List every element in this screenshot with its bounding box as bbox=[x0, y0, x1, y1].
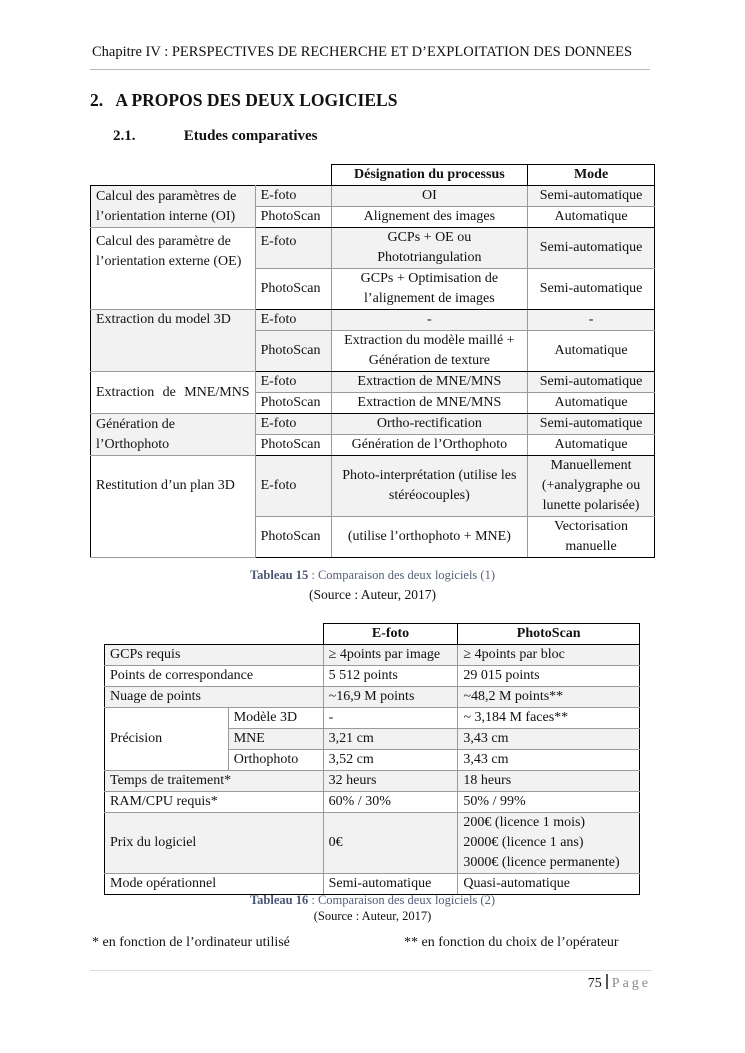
category-cell: Génération de l’Orthophoto bbox=[91, 414, 256, 456]
footnote-double-asterisk: ** en fonction du choix de l’opérateur bbox=[404, 935, 619, 950]
section-number: 2. bbox=[90, 90, 104, 110]
caption-text: : Comparaison des deux logiciels (2) bbox=[308, 893, 496, 907]
table-row bbox=[105, 792, 640, 813]
category-cell: Calcul des paramètres de l’orientation interne (OI) bbox=[91, 186, 256, 228]
table-row bbox=[91, 372, 655, 393]
category-cell: Extraction du model 3D bbox=[91, 310, 256, 372]
process-cell: Extraction du modèle maillé + Génération de texture bbox=[331, 331, 528, 372]
process-cell: GCPs + OE ou Phototriangulation bbox=[331, 228, 528, 269]
software-cell: PhotoScan bbox=[255, 517, 331, 558]
efoto-value: ≥ 4points par image bbox=[323, 645, 458, 666]
photoscan-value: 3,43 cm bbox=[458, 729, 640, 750]
table-row bbox=[105, 708, 640, 729]
category-cell: Restitution d’un plan 3D bbox=[91, 456, 256, 558]
software-cell: PhotoScan bbox=[255, 331, 331, 372]
caption-label: Tableau 15 bbox=[249, 568, 309, 582]
software-cell: E-foto bbox=[255, 186, 331, 207]
mode-cell: - bbox=[528, 310, 655, 331]
efoto-value: Semi-automatique bbox=[323, 874, 458, 895]
table-caption bbox=[0, 568, 745, 583]
mode-cell: Semi-automatique bbox=[528, 269, 655, 310]
process-cell: (utilise l’orthophoto + MNE) bbox=[331, 517, 528, 558]
table-source: (Source : Auteur, 2017) bbox=[313, 909, 432, 923]
page-label: Page bbox=[611, 976, 651, 991]
subsection-title: Etudes comparatives bbox=[183, 128, 318, 144]
table-row bbox=[105, 645, 640, 666]
category-cell: Extraction de MNE/MNS bbox=[91, 372, 256, 414]
row-label: Temps de traitement* bbox=[105, 771, 324, 792]
table-header-row bbox=[105, 624, 640, 645]
row-label: Nuage de points bbox=[105, 687, 324, 708]
sub-label: Orthophoto bbox=[228, 750, 323, 771]
efoto-value: 3,52 cm bbox=[323, 750, 458, 771]
process-cell: Ortho-rectification bbox=[331, 414, 528, 435]
table-caption bbox=[0, 893, 745, 908]
footer-divider bbox=[90, 970, 652, 971]
table-row bbox=[91, 414, 655, 435]
software-cell: E-foto bbox=[255, 456, 331, 517]
price-line: 2000€ (licence 1 ans) bbox=[463, 835, 584, 850]
photoscan-value: 50% / 99% bbox=[458, 792, 640, 813]
efoto-value: 3,21 cm bbox=[323, 729, 458, 750]
photoscan-value: 29 015 points bbox=[458, 666, 640, 687]
table-row bbox=[91, 310, 655, 331]
table-source: (Source : Auteur, 2017) bbox=[309, 587, 436, 602]
process-cell: - bbox=[331, 310, 528, 331]
column-header: E-foto bbox=[323, 624, 458, 645]
footnote-single-asterisk: * en fonction de l’ordinateur utilisé bbox=[92, 935, 290, 950]
table-row bbox=[105, 687, 640, 708]
table-row bbox=[105, 666, 640, 687]
separator-bar bbox=[606, 974, 608, 989]
mode-cell: Semi-automatique bbox=[528, 228, 655, 269]
process-cell: Génération de l’Orthophoto bbox=[331, 435, 528, 456]
sub-label: Modèle 3D bbox=[228, 708, 323, 729]
column-header: PhotoScan bbox=[458, 624, 640, 645]
photoscan-value: ~48,2 M points** bbox=[458, 687, 640, 708]
running-header: Chapitre IV : PERSPECTIVES DE RECHERCHE ET D’EXPLOITATION DES DONNEES bbox=[92, 44, 633, 60]
table-row bbox=[105, 874, 640, 895]
page-number: 75 bbox=[587, 976, 602, 991]
process-cell: Extraction de MNE/MNS bbox=[331, 372, 528, 393]
process-cell: Photo-interprétation (utilise les stéréocouples) bbox=[331, 456, 528, 517]
mode-cell: Automatique bbox=[528, 207, 655, 228]
photoscan-value: Quasi-automatique bbox=[458, 874, 640, 895]
row-label: Précision bbox=[105, 708, 229, 771]
efoto-value: - bbox=[323, 708, 458, 729]
sub-label: MNE bbox=[228, 729, 323, 750]
table-row bbox=[105, 813, 640, 874]
mode-cell: Automatique bbox=[528, 435, 655, 456]
comparison-table-2 bbox=[104, 623, 640, 895]
software-cell: E-foto bbox=[255, 228, 331, 269]
mode-cell: Semi-automatique bbox=[528, 186, 655, 207]
price-line: 3000€ (licence permanente) bbox=[463, 855, 620, 870]
row-label: Mode opérationnel bbox=[105, 874, 324, 895]
software-cell: PhotoScan bbox=[255, 393, 331, 414]
photoscan-value: ≥ 4points par bloc bbox=[458, 645, 640, 666]
software-cell: PhotoScan bbox=[255, 269, 331, 310]
row-label: Points de correspondance bbox=[105, 666, 324, 687]
mode-cell: Semi-automatique bbox=[528, 372, 655, 393]
category-cell: Calcul des paramètre de l’orientation externe (OE) bbox=[91, 228, 256, 310]
section-title: A PROPOS DES DEUX LOGICIELS bbox=[115, 90, 398, 110]
price-line: 200€ (licence 1 mois) bbox=[463, 815, 586, 830]
process-cell: Alignement des images bbox=[331, 207, 528, 228]
column-header: Mode bbox=[528, 165, 655, 186]
process-cell: Extraction de MNE/MNS bbox=[331, 393, 528, 414]
mode-cell: Automatique bbox=[528, 393, 655, 414]
efoto-value: ~16,9 M points bbox=[323, 687, 458, 708]
table-header-row bbox=[91, 165, 655, 186]
photoscan-value: 3,43 cm bbox=[458, 750, 640, 771]
software-cell: E-foto bbox=[255, 372, 331, 393]
section-heading bbox=[90, 90, 397, 111]
software-cell: E-foto bbox=[255, 310, 331, 331]
efoto-value: 0€ bbox=[323, 813, 458, 874]
software-cell: E-foto bbox=[255, 414, 331, 435]
photoscan-value: 18 heurs bbox=[458, 771, 640, 792]
mode-cell: Manuellement (+analygraphe ou lunette polarisée) bbox=[528, 456, 655, 517]
photoscan-value: ~ 3,184 M faces** bbox=[458, 708, 640, 729]
comparison-table-1 bbox=[90, 164, 655, 558]
mode-cell: Semi-automatique bbox=[528, 414, 655, 435]
table-row bbox=[91, 186, 655, 207]
row-label: GCPs requis bbox=[105, 645, 324, 666]
header-divider bbox=[90, 69, 650, 70]
page-footer bbox=[588, 974, 651, 992]
mode-cell: Vectorisation manuelle bbox=[528, 517, 655, 558]
efoto-value: 60% / 30% bbox=[323, 792, 458, 813]
table-row bbox=[91, 228, 655, 269]
subsection-heading bbox=[113, 128, 318, 145]
efoto-value: 32 heurs bbox=[323, 771, 458, 792]
software-cell: PhotoScan bbox=[255, 207, 331, 228]
caption-label: Tableau 16 bbox=[249, 893, 309, 907]
caption-text: : Comparaison des deux logiciels (1) bbox=[308, 568, 496, 582]
process-cell: GCPs + Optimisation de l’alignement de images bbox=[331, 269, 528, 310]
table-row bbox=[91, 456, 655, 517]
table-row bbox=[105, 771, 640, 792]
row-label: Prix du logiciel bbox=[105, 813, 324, 874]
software-cell: PhotoScan bbox=[255, 435, 331, 456]
photoscan-value bbox=[458, 813, 640, 874]
row-label: RAM/CPU requis* bbox=[105, 792, 324, 813]
mode-cell: Automatique bbox=[528, 331, 655, 372]
efoto-value: 5 512 points bbox=[323, 666, 458, 687]
subsection-number: 2.1. bbox=[113, 128, 136, 144]
column-header: Désignation du processus bbox=[331, 165, 528, 186]
process-cell: OI bbox=[331, 186, 528, 207]
